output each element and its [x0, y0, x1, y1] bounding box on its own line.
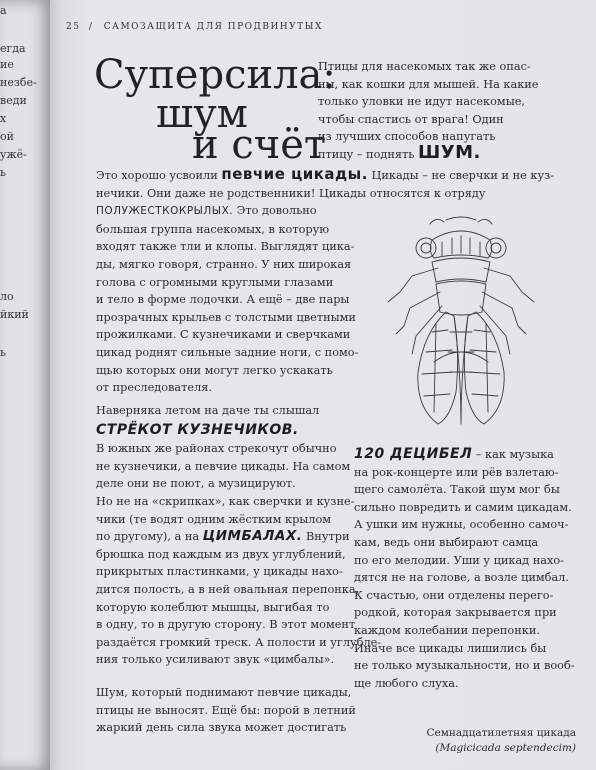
highlight-order: ПОЛУЖЕСТКОКРЫЛЫХ.	[96, 205, 234, 218]
section-title: САМОЗАЩИТА ДЛЯ ПРОДВИНУТЫХ	[103, 22, 323, 32]
noise-paragraph: Шум, который поднимают певчие цикады, птицы не выносят. Ещё бы: порой в летний жаркий день сила звука может достигать	[96, 686, 356, 735]
left-text-fragment: незбе-	[0, 76, 37, 89]
left-text-fragment: х	[0, 112, 7, 125]
left-text-fragment: а	[0, 4, 7, 17]
highlight-singing-cicadas: певчие цикады.	[221, 165, 368, 183]
highlight-grasshoppers: СТРЁКОТ КУЗНЕЧИКОВ.	[96, 421, 299, 438]
cicada-paragraph: Это хорошо усвоили певчие цикады. Цикады – не сверчки и не куз- нечики. Они даже не родственники! Цикады относятся к отряду ПОЛУЖЕСТКОКРЫЛЫХ. Это довольно большая группа насекомых, в которую входят также тли и клопы. Выглядят цика- ды, мягко говоря, странно. У них широкая голова с огромными круглыми глазами и тело в форме лодочки. А ещё – две пары прозрачных крыльев с толстыми цветными прожилками. С кузнечиками и сверчками цикад роднят сильные задние ноги, с помо- щью которых они могут легко ускакать от преследователя.	[96, 165, 555, 395]
left-text-fragment: ь	[0, 166, 6, 179]
highlight-noise: ШУМ.	[417, 141, 481, 163]
left-text-fragment: егда	[0, 42, 26, 55]
illustration-caption: Семнадцатилетняя цикада (Magicicada septendecim)	[426, 727, 576, 754]
title-line-3: и счёт	[192, 122, 327, 168]
cicada-illustration	[376, 212, 546, 442]
highlight-decibels: 120 ДЕЦИБЕЛ	[354, 446, 473, 462]
decibel-paragraph: 120 ДЕЦИБЕЛ – как музыка на рок-концерте или рёв взлетаю- щего самолёта. Такой шум мог бы сильно повредить и самим цикадам. А ушки им нужны, особенно самоч- кам, ведь они выбирают самца по его мелодии. Уши у цикад нахо- дятся не на голове, а возле цимбал. К счастью, они отделены перего- родкой, которая закрывается при каждом колебании перепонки. Иначе все цикады лишились бы не только музыкальности, но и вооб- ще любого слуха.	[354, 446, 575, 690]
book-page	[50, 0, 596, 770]
cymbal-paragraph: Наверняка летом на даче ты слышал СТРЁКОТ КУЗНЕЧИКОВ. В южных же районах стрекочут обычно не кузнечики, а певчие цикады. На самом деле они не поют, а музицируют. Но не на «скрипках», как сверчки и кузне- чики (те водят одним жёстким крылом по другому), а на ЦИМБАЛАХ. Внутри брюшка под каждым из двух углублений, прикрытых пластинками, у цикады нахо- дится полость, а в ней овальная перепонка, которую колеблют мышцы, выгибая то в одну, то в другую сторону. В этот момент раздаётся громкий треск. А полости и углубле- ния только усиливают звук «цимбалы».	[96, 404, 382, 667]
left-text-fragment: ужё-	[0, 148, 27, 161]
header-separator: /	[88, 22, 94, 32]
page-number: 25	[66, 22, 81, 32]
left-text-fragment: ой	[0, 130, 14, 143]
highlight-cymbals: ЦИМБАЛАХ.	[202, 528, 303, 545]
left-text-fragment: ие	[0, 58, 14, 71]
left-page-edge	[0, 0, 52, 770]
left-text-fragment: ь	[0, 346, 6, 359]
running-header	[66, 22, 323, 32]
left-text-fragment: ло	[0, 290, 14, 303]
intro-paragraph: Птицы для насекомых так же опас- ны, как кошки для мышей. На какие только уловки не идут насекомые, чтобы спастись от врага! Один из лучших способов напугать птицу – поднять ШУМ.	[318, 60, 539, 163]
title-line-1: Суперсила:	[94, 52, 336, 98]
left-text-fragment: йкий	[0, 308, 29, 321]
left-text-fragment: веди	[0, 94, 27, 107]
title-line-2: шум	[156, 91, 248, 137]
